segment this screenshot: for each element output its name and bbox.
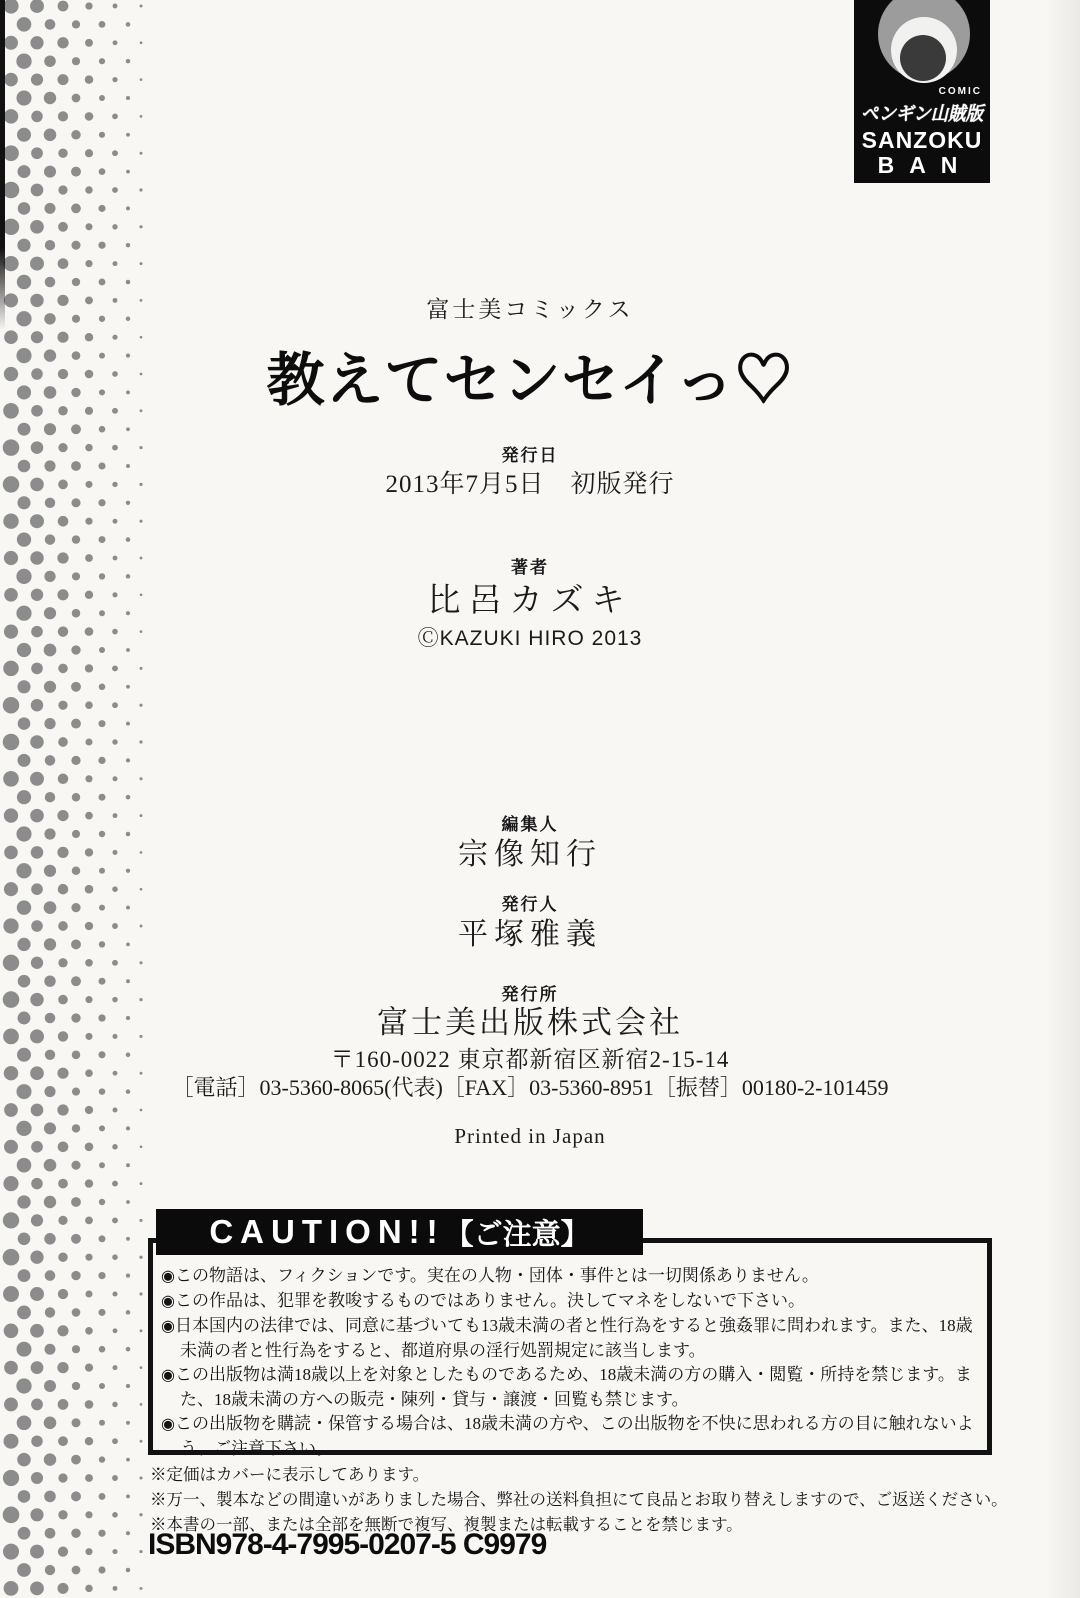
bullet-icon: ◉ xyxy=(161,1318,175,1335)
caution-item-text: この物語は、フィクションです。実在の人物・団体・事件とは一切関係ありません。 xyxy=(174,1266,819,1285)
publisher-label: 発行所 xyxy=(501,985,559,1004)
caution-item xyxy=(161,1412,977,1461)
printed-in-japan: Printed in Japan xyxy=(454,1124,606,1148)
series-name: 富士美コミックス xyxy=(426,296,634,322)
publisher-person-label: 発行人 xyxy=(501,895,559,914)
publisher-name: 富士美出版株式会社 xyxy=(377,1005,683,1040)
author-label: 著者 xyxy=(511,558,549,577)
halftone-dots-decoration xyxy=(0,0,170,1598)
logo-comic-text: COMIC xyxy=(938,86,982,97)
bullet-icon: ◉ xyxy=(161,1268,175,1285)
footer-note: ※万一、製本などの間違いがありました場合、弊社の送料負担にて良品とお取り替えしますので、ご返送ください。 xyxy=(150,1490,1008,1509)
caution-item-text: この出版物を購読・保管する場合は、18歳未満の方や、この出版物を不快に思われる方の目に触れないよう、ご注意下さい。 xyxy=(174,1414,974,1458)
logo-ban-text: BAN xyxy=(877,152,973,178)
bullet-icon: ◉ xyxy=(161,1416,175,1433)
logo-penguin-text: ペンギン山賊版 xyxy=(860,104,984,125)
footer-note: ※定価はカバーに表示してあります。 xyxy=(150,1465,430,1484)
copyright-notice: ⒸKAZUKI HIRO 2013 xyxy=(417,627,643,650)
caution-header-en: CAUTION!! xyxy=(209,1213,445,1250)
caution-item-text: 日本国内の法律では、同意に基づいても13歳未満の者と性行為をすると強姦罪に問われます。また、18歳未満の者と性行為をすると、都道府県の淫行処罰規定に該当します。 xyxy=(174,1316,973,1360)
caution-list xyxy=(153,1243,987,1461)
scan-shading xyxy=(1046,0,1080,1598)
author-name: 比呂カズキ xyxy=(427,583,633,619)
caution-item xyxy=(161,1314,977,1363)
publisher-contacts: ［電話］03-5360-8065(代表)［FAX］03-5360-8951［振替］00180-2-101459 xyxy=(171,1075,889,1100)
caution-item xyxy=(161,1363,977,1412)
publisher-person-name: 平塚雅義 xyxy=(458,918,602,951)
editor-label: 編集人 xyxy=(501,815,559,834)
spine-edge xyxy=(0,0,5,330)
isbn-code: ISBN978-4-7995-0207-5 C9979 xyxy=(148,1528,547,1561)
caution-item xyxy=(161,1289,977,1314)
editor-name: 宗像知行 xyxy=(458,838,602,871)
bullet-icon: ◉ xyxy=(161,1293,175,1310)
publish-date-value: 2013年7月5日 初版発行 xyxy=(385,471,675,498)
caution-item-text: この出版物は満18歳以上を対象としたものであるため、18歳未満の方の購入・閲覧・所持を禁じます。また、18歳未満の方への販売・陳列・貸与・譲渡・回覧も禁じます。 xyxy=(174,1365,972,1409)
caution-item xyxy=(161,1264,977,1289)
book-title: 教えてセンセイっ♡ xyxy=(266,348,794,413)
publisher-address: 〒160-0022 東京都新宿区新宿2-15-14 xyxy=(330,1047,730,1072)
footer-note: ※本書の一部、または全部を無断で複写、複製または転載することを禁じます。 xyxy=(150,1515,743,1534)
logo-sanzoku-text: SANZOKU xyxy=(861,127,983,153)
caution-item-text: この作品は、犯罪を教唆するものではありません。決してマネをしないで下さい。 xyxy=(174,1291,805,1310)
caution-header xyxy=(156,1209,643,1255)
caution-header-jp: 【ご注意】 xyxy=(444,1218,590,1251)
bullet-icon: ◉ xyxy=(161,1367,175,1384)
penguin-egg-icon xyxy=(854,0,990,96)
footer-notes xyxy=(150,1462,1050,1537)
caution-box xyxy=(148,1213,992,1458)
publisher-logo-sanzoku-ban xyxy=(854,0,990,183)
publish-date-label: 発行日 xyxy=(501,446,559,465)
